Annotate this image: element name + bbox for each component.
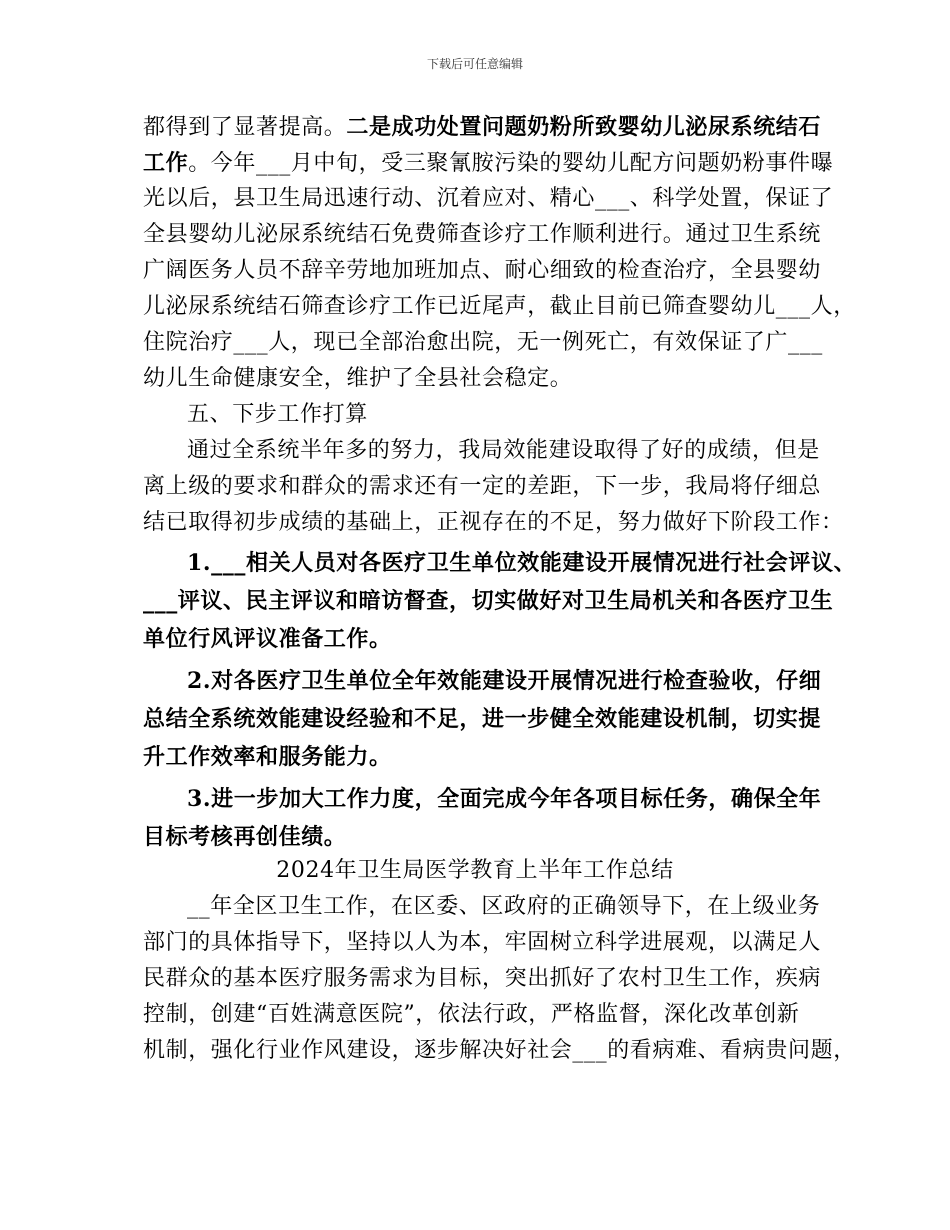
text-line: 离上级的要求和群众的需求还有一定的差距，下一步，我局将仔细总 [143, 474, 822, 499]
text-line: 民群众的基本医疗服务需求为目标，突出抓好了农村卫生工作，疾病 [143, 966, 822, 991]
text-line: 光以后，县卫生局迅速行动、沉着应对、精心___、科学处置，保证了 [143, 186, 834, 211]
text-line: 幼儿生命健康安全，维护了全县社会稳定。 [143, 366, 573, 391]
list-item-1: 1.___相关人员对各医疗卫生单位效能建设开展情况进行社会评议、 [187, 550, 857, 576]
text-line: 机制，强化行业作风建设，逐步解决好社会___的看病难、看病贵问题， [143, 1038, 856, 1063]
text-line: 全县婴幼儿泌尿系统结石免费筛查诊疗工作顺利进行。通过卫生系统 [143, 222, 822, 247]
section-heading: 五、下步工作打算 [187, 402, 368, 427]
text-line: 总结全系统效能建设经验和不足，进一步健全效能建设机制，切实提 [143, 706, 822, 732]
text-line: ___评议、民主评议和暗访督查，切实做好对卫生局机关和各医疗卫生 [143, 588, 834, 614]
text-line: 控制，创建“百姓满意医院”，依法行政，严格监督，深化改革创新 [143, 1002, 800, 1027]
text-line: 住院治疗___人，现已全部治愈出院，无一例死亡，有效保证了广___ [143, 330, 823, 355]
text-line: 部门的具体指导下，坚持以人为本，牢固树立科学进展观，以满足人 [143, 930, 822, 955]
text-line: 广阔医务人员不辞辛劳地加班加点、耐心细致的检查治疗，全县婴幼 [143, 258, 822, 283]
text-line: 工作。今年___月中旬，受三聚氰胺污染的婴幼儿配方问题奶粉事件曝 [143, 150, 834, 176]
text-line: 结已取得初步成绩的基础上，正视存在的不足，努力做好下阶段工作： [143, 510, 844, 535]
list-item-2: 2.对各医疗卫生单位全年效能建设开展情况进行检查验收，仔细 [187, 668, 822, 694]
page-header: 下载后可任意编辑 [426, 57, 523, 71]
text-line: 儿泌尿系统结石筛查诊疗工作已近尾声，截止目前已筛查婴幼儿___人， [143, 294, 856, 319]
text-line: __年全区卫生工作，在区委、区政府的正确领导下，在上级业务 [187, 894, 821, 919]
text-line: 通过全系统半年多的努力，我局效能建设取得了好的成绩，但是 [187, 438, 820, 463]
text-line: 都得到了显著提高。二是成功处置问题奶粉所致婴幼儿泌尿系统结石 [143, 114, 822, 140]
document-title: 2024年卫生局医学教育上半年工作总结 [276, 858, 674, 883]
text-line: 升工作效率和服务能力。 [143, 744, 392, 770]
text-line: 单位行风评议准备工作。 [143, 626, 392, 652]
text-line: 目标考核再创佳绩。 [143, 824, 347, 850]
list-item-3: 3.进一步加大工作力度，全面完成今年各项目标任务，确保全年 [187, 786, 822, 812]
